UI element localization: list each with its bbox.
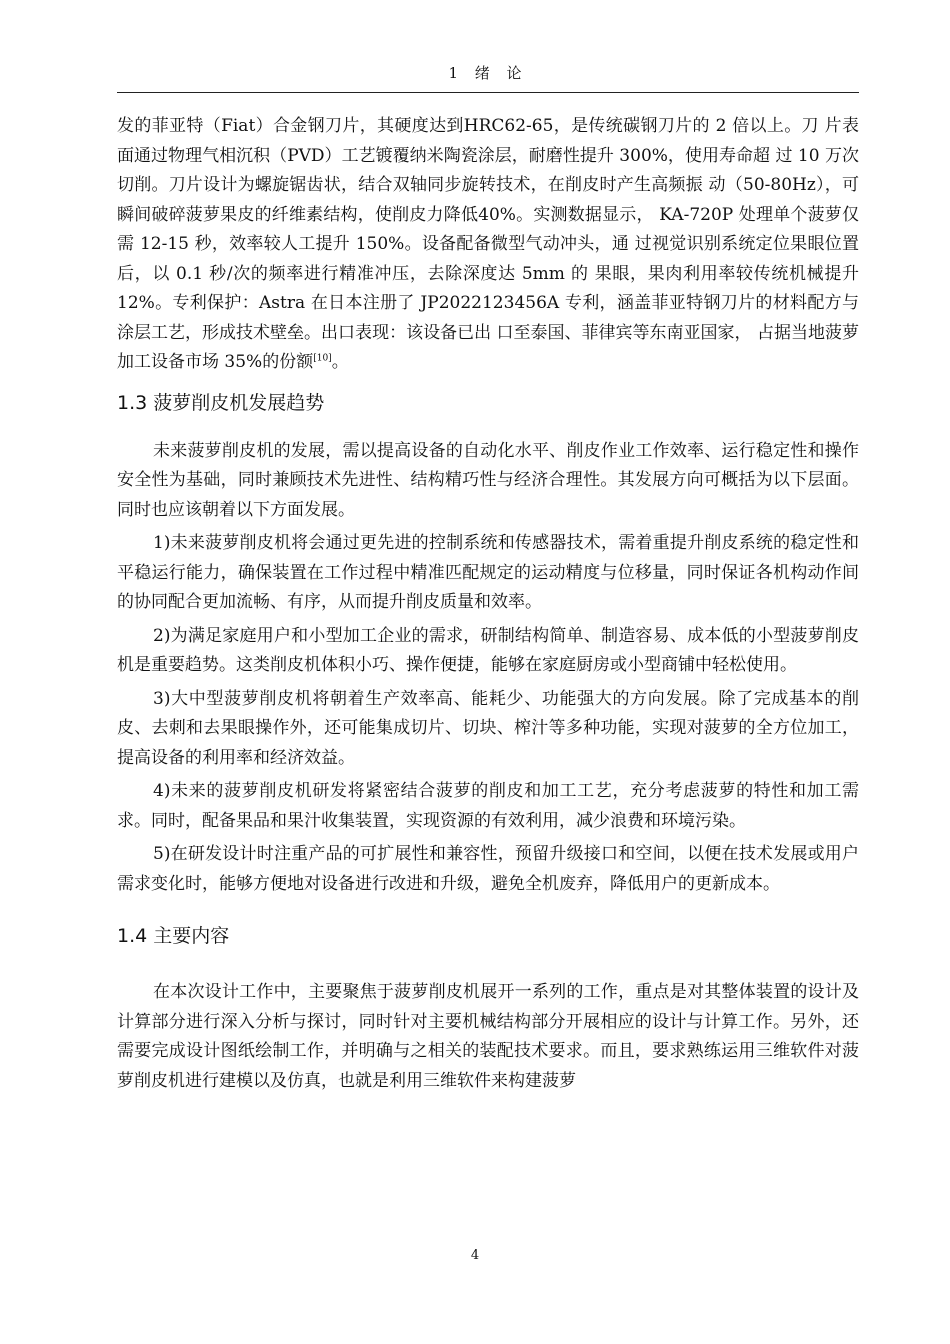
page-number: 4 [470,1248,480,1263]
section-1-3-paragraph: 未来菠萝削皮机的发展，需以提高设备的自动化水平、削皮作业工作效率、运行稳定性和操作安全性为基础，同时兼顾技术先进性、结构精巧性与经济合理性。其发展方向可概括为以下层面。同时也应该朝着以下方面发展。 [117,440,859,520]
header-rule [117,92,859,93]
intro-end: 。 [331,352,349,372]
section-1-3-heading: 1.3 菠萝削皮机发展趋势 [117,391,325,414]
trend-item-4: 4)未来的菠萝削皮机研发将紧密结合菠萝的削皮和加工工艺，充分考虑菠萝的特性和加工需求。同时，配备果品和果汁收集装置，实现资源的有效利用，减少浪费和环境污染。 [117,781,859,831]
section-1-4-heading: 1.4 主要内容 [117,925,230,947]
page-body [117,112,859,1096]
running-header: 1 绪 论 [448,64,528,82]
intro-paragraph [117,112,859,378]
trend-item-2: 2)为满足家庭用户和小型加工企业的需求，研制结构简单、制造容易、成本低的小型菠萝削皮机是重要趋势。这类削皮机体积小巧、操作便捷，能够在家庭厨房或小型商铺中轻松使用。 [117,625,859,675]
citation-ref: [10] [313,353,332,364]
trend-item-5: 5)在研发设计时注重产品的可扩展性和兼容性，预留升级接口和空间，以便在技术发展或用户需求变化时，能够方便地对设备进行改进和升级，避免全机废弃，降低用户的更新成本。 [117,844,859,894]
section-1-4-paragraph: 在本次设计工作中，主要聚焦于菠萝削皮机展开一系列的工作，重点是对其整体装置的设计及计算部分进行深入分析与探讨，同时针对主要机械结构部分开展相应的设计与计算工作。另外，还需要完成设计图纸绘制工作，并明确与之相关的装配技术要求。而且，要求熟练运用三维软件对菠萝削皮机进行建模以及仿真，也就是利用三维软件来构建菠萝 [117,982,859,1091]
trend-item-1: 1)未来菠萝削皮机将会通过更先进的控制系统和传感器技术，需着重提升削皮系统的稳定性和平稳运行能力，确保装置在工作过程中精准匹配规定的运动精度与位移量，同时保证各机构动作间的协同配合更加流畅、有序，从而提升削皮质量和效率。 [117,533,859,612]
intro-text: 发的菲亚特（Fiat）合金钢刀片，其硬度达到HRC62-65，是传统碳钢刀片的 2 倍以上。刀 片表面通过物理气相沉积（PVD）工艺镀覆纳米陶瓷涂层，耐磨性提升 300%，使用寿命超 过 10 万次切削。刀片设计为螺旋锯齿状，结合双轴同步旋转技术，在削皮时产生高频振 动（50-80Hz），可瞬间破碎菠萝果皮的纤维素结构，使削皮力降低40%。实测数据显示， KA-720P 处理单个菠萝仅需 12-15 秒，效率较人工提升 150%。设备配备微型气动冲头，通 过视觉识别系统定位果眼位置后，以 0.1 秒/次的频率进行精准冲压，去除深度达 5mm 的 果眼，果肉利用率较传统机械提升 12%。专利保护：Astra 在日本注册了 JP2022123456A 专利，涵盖菲亚特钢刀片的材料配方与涂层工艺，形成技术壁垒。出口表现：该设备已出 口至泰国、菲律宾等东南亚国家， 占据当地菠萝加工设备市场 35%的份额 [117,116,859,372]
trend-item-3: 3)大中型菠萝削皮机将朝着生产效率高、能耗少、功能强大的方向发展。除了完成基本的削皮、去刺和去果眼操作外，还可能集成切片、切块、榨汁等多种功能，实现对菠萝的全方位加工，提高设备的利用率和经济效益。 [117,688,859,768]
